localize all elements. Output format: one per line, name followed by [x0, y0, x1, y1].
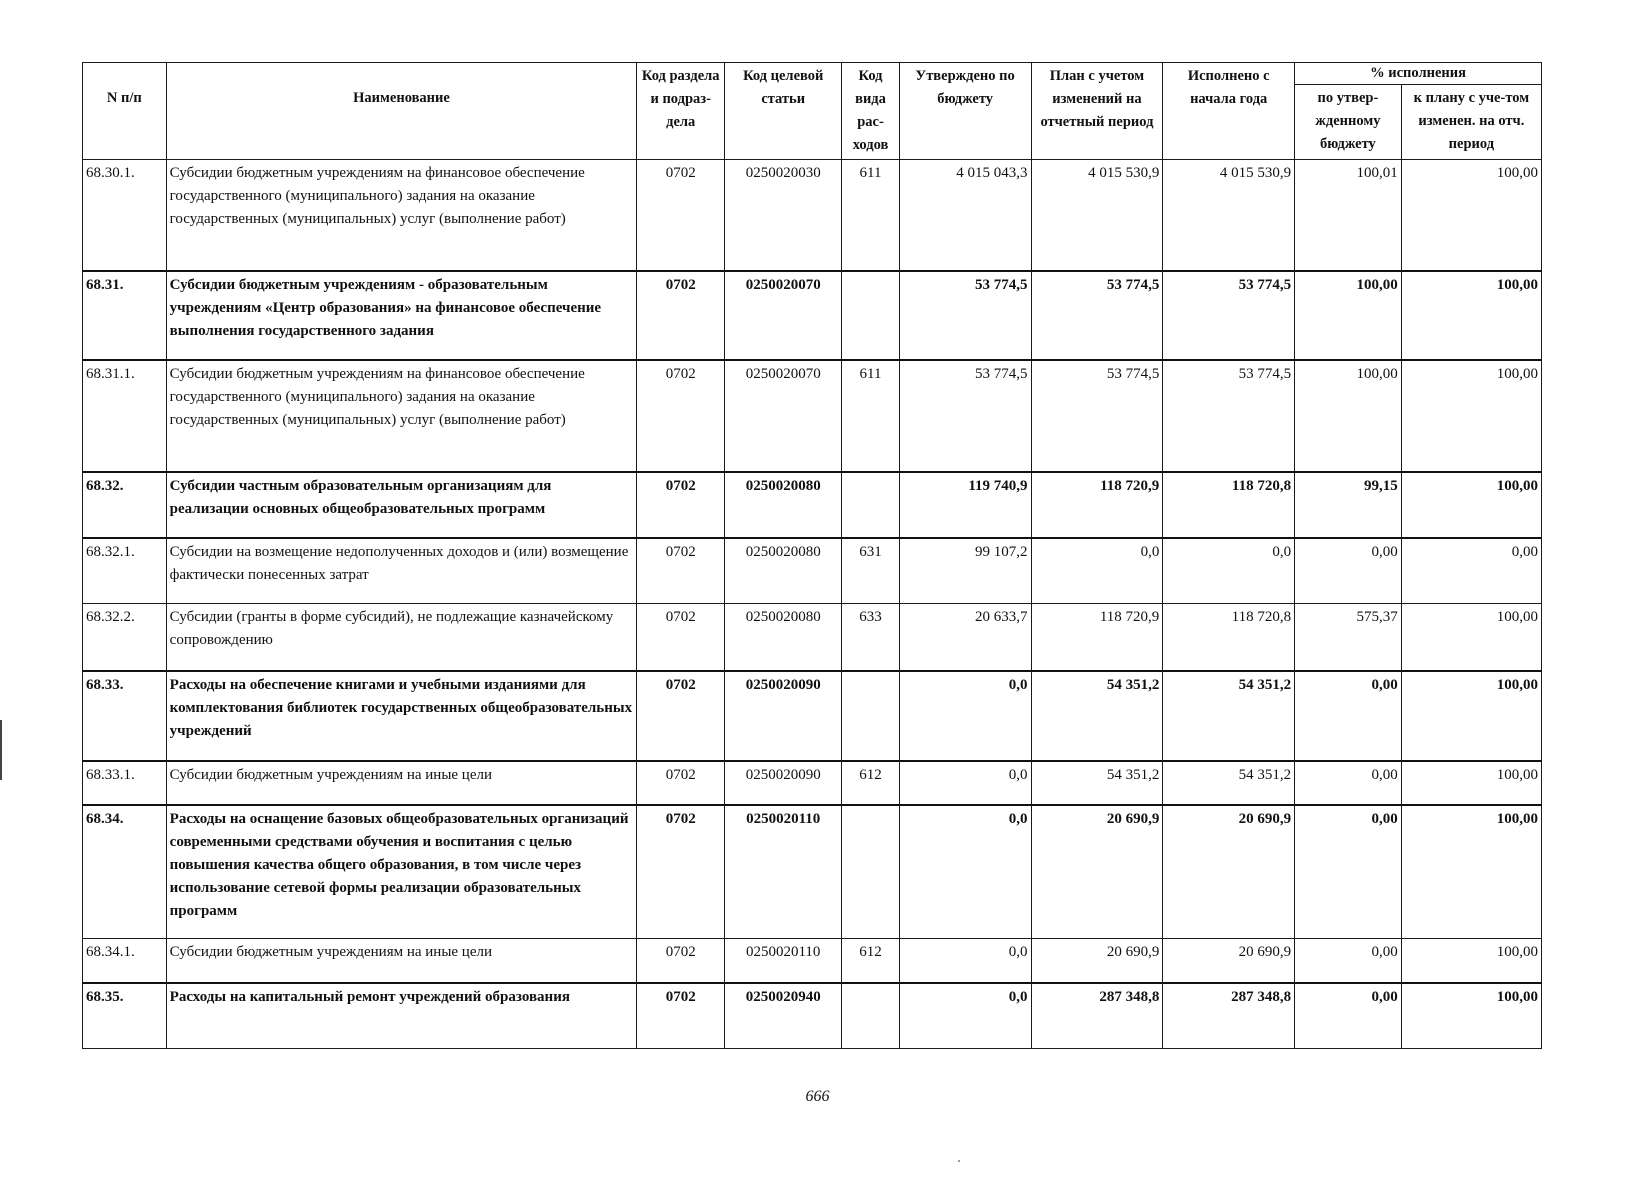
- row-plan: 20 690,9: [1031, 939, 1163, 983]
- row-target-code: 0250020090: [725, 671, 842, 761]
- row-section-code: 0702: [637, 472, 725, 538]
- row-plan: 20 690,9: [1031, 805, 1163, 939]
- row-name: Расходы на обеспечение книгами и учебными изданиями для комплектования библиотек государственных общеобразовательных учреждений: [166, 671, 637, 761]
- row-pct-plan: 100,00: [1401, 160, 1541, 271]
- row-expense-code: [842, 805, 900, 939]
- row-pct-plan: 100,00: [1401, 472, 1541, 538]
- row-pct-budget: 0,00: [1295, 983, 1402, 1049]
- row-expense-code: [842, 472, 900, 538]
- row-executed: 20 690,9: [1163, 805, 1295, 939]
- row-pct-plan: 100,00: [1401, 671, 1541, 761]
- row-approved: 53 774,5: [899, 360, 1031, 472]
- header-row-top: [83, 63, 1542, 85]
- row-pct-budget: 0,00: [1295, 538, 1402, 604]
- row-plan: 118 720,9: [1031, 604, 1163, 671]
- table-row: [83, 604, 1542, 671]
- row-num: 68.32.2.: [83, 604, 167, 671]
- table-row: [83, 472, 1542, 538]
- row-target-code: 0250020110: [725, 939, 842, 983]
- row-pct-budget: 0,00: [1295, 761, 1402, 805]
- row-pct-plan: 100,00: [1401, 271, 1541, 360]
- row-executed: 0,0: [1163, 538, 1295, 604]
- header-pct-plan: к плану с уче-том изменен. на отч. период: [1401, 85, 1541, 160]
- header-name: Наименование: [166, 63, 637, 160]
- row-expense-code: 612: [842, 939, 900, 983]
- row-expense-code: 611: [842, 360, 900, 472]
- row-approved: 99 107,2: [899, 538, 1031, 604]
- row-approved: 119 740,9: [899, 472, 1031, 538]
- row-num: 68.31.1.: [83, 360, 167, 472]
- row-name: Субсидии бюджетным учреждениям на финансовое обеспечение государственного (муниципального) задания на оказание государственных (муниципальных) услуг (выполнение работ): [166, 360, 637, 472]
- header-target-code: Код целевой статьи: [725, 63, 842, 160]
- row-name: Субсидии на возмещение недополученных доходов и (или) возмещение фактически понесенных затрат: [166, 538, 637, 604]
- row-plan: 54 351,2: [1031, 761, 1163, 805]
- row-approved: 4 015 043,3: [899, 160, 1031, 271]
- row-num: 68.34.1.: [83, 939, 167, 983]
- budget-table-container: [82, 62, 1542, 1049]
- row-target-code: 0250020070: [725, 271, 842, 360]
- table-row: [83, 983, 1542, 1049]
- header-pct-budget: по утвер-жденному бюджету: [1295, 85, 1402, 160]
- table-row: [83, 805, 1542, 939]
- header-num: N п/п: [83, 63, 167, 160]
- row-section-code: 0702: [637, 271, 725, 360]
- table-row: [83, 939, 1542, 983]
- row-section-code: 0702: [637, 604, 725, 671]
- row-section-code: 0702: [637, 360, 725, 472]
- header-section-code: Код раздела и подраз-дела: [637, 63, 725, 160]
- row-pct-budget: 0,00: [1295, 805, 1402, 939]
- row-target-code: 0250020110: [725, 805, 842, 939]
- row-approved: 20 633,7: [899, 604, 1031, 671]
- row-name: Расходы на капитальный ремонт учреждений образования: [166, 983, 637, 1049]
- header-approved: Утверждено по бюджету: [899, 63, 1031, 160]
- table-row: [83, 360, 1542, 472]
- row-pct-budget: 0,00: [1295, 671, 1402, 761]
- row-executed: 287 348,8: [1163, 983, 1295, 1049]
- row-name: Субсидии бюджетным учреждениям на иные цели: [166, 761, 637, 805]
- row-target-code: 0250020070: [725, 360, 842, 472]
- table-row: [83, 271, 1542, 360]
- row-target-code: 0250020940: [725, 983, 842, 1049]
- row-plan: 53 774,5: [1031, 271, 1163, 360]
- row-num: 68.32.1.: [83, 538, 167, 604]
- row-target-code: 0250020030: [725, 160, 842, 271]
- row-name: Расходы на оснащение базовых общеобразовательных организаций современными средствами обучения и воспитания с целью повышения качества общего образования, в том числе через использование сетевой формы реализации образовательных программ: [166, 805, 637, 939]
- row-section-code: 0702: [637, 538, 725, 604]
- row-approved: 0,0: [899, 761, 1031, 805]
- row-expense-code: 633: [842, 604, 900, 671]
- row-num: 68.34.: [83, 805, 167, 939]
- row-pct-budget: 100,00: [1295, 360, 1402, 472]
- budget-execution-table: [82, 62, 1542, 1049]
- row-executed: 118 720,8: [1163, 604, 1295, 671]
- row-plan: 4 015 530,9: [1031, 160, 1163, 271]
- row-pct-plan: 0,00: [1401, 538, 1541, 604]
- table-row: [83, 160, 1542, 271]
- row-pct-plan: 100,00: [1401, 761, 1541, 805]
- row-expense-code: 631: [842, 538, 900, 604]
- row-section-code: 0702: [637, 939, 725, 983]
- row-plan: 0,0: [1031, 538, 1163, 604]
- row-pct-budget: 0,00: [1295, 939, 1402, 983]
- row-num: 68.33.1.: [83, 761, 167, 805]
- table-row: [83, 761, 1542, 805]
- row-plan: 118 720,9: [1031, 472, 1163, 538]
- header-pct-group: % исполнения: [1295, 63, 1542, 85]
- row-num: 68.31.: [83, 271, 167, 360]
- row-approved: 0,0: [899, 983, 1031, 1049]
- row-expense-code: [842, 671, 900, 761]
- row-executed: 54 351,2: [1163, 761, 1295, 805]
- row-section-code: 0702: [637, 671, 725, 761]
- scan-speck: [958, 1160, 960, 1162]
- row-target-code: 0250020080: [725, 604, 842, 671]
- row-executed: 4 015 530,9: [1163, 160, 1295, 271]
- row-approved: 0,0: [899, 939, 1031, 983]
- row-executed: 53 774,5: [1163, 360, 1295, 472]
- row-target-code: 0250020090: [725, 761, 842, 805]
- row-section-code: 0702: [637, 983, 725, 1049]
- page-number: 666: [805, 1088, 830, 1105]
- row-num: 68.30.1.: [83, 160, 167, 271]
- row-plan: 54 351,2: [1031, 671, 1163, 761]
- row-section-code: 0702: [637, 805, 725, 939]
- row-pct-plan: 100,00: [1401, 805, 1541, 939]
- row-expense-code: 612: [842, 761, 900, 805]
- row-pct-plan: 100,00: [1401, 604, 1541, 671]
- row-name: Субсидии бюджетным учреждениям - образовательным учреждениям «Центр образования» на финансовое обеспечение выполнения государственного задания: [166, 271, 637, 360]
- row-section-code: 0702: [637, 160, 725, 271]
- header-plan: План с учетом изменений на отчетный период: [1031, 63, 1163, 160]
- row-target-code: 0250020080: [725, 538, 842, 604]
- row-pct-plan: 100,00: [1401, 360, 1541, 472]
- row-executed: 118 720,8: [1163, 472, 1295, 538]
- row-num: 68.33.: [83, 671, 167, 761]
- row-executed: 53 774,5: [1163, 271, 1295, 360]
- row-pct-budget: 99,15: [1295, 472, 1402, 538]
- row-name: Субсидии бюджетным учреждениям на иные цели: [166, 939, 637, 983]
- row-expense-code: [842, 271, 900, 360]
- scan-edge-mark: [0, 720, 2, 780]
- row-pct-budget: 575,37: [1295, 604, 1402, 671]
- header-executed: Исполнено с начала года: [1163, 63, 1295, 160]
- row-pct-plan: 100,00: [1401, 983, 1541, 1049]
- row-name: Субсидии частным образовательным организациям для реализации основных общеобразовательных программ: [166, 472, 637, 538]
- row-pct-budget: 100,00: [1295, 271, 1402, 360]
- row-plan: 53 774,5: [1031, 360, 1163, 472]
- row-target-code: 0250020080: [725, 472, 842, 538]
- row-pct-budget: 100,01: [1295, 160, 1402, 271]
- table-row: [83, 538, 1542, 604]
- row-approved: 0,0: [899, 671, 1031, 761]
- row-executed: 54 351,2: [1163, 671, 1295, 761]
- row-pct-plan: 100,00: [1401, 939, 1541, 983]
- row-approved: 0,0: [899, 805, 1031, 939]
- row-section-code: 0702: [637, 761, 725, 805]
- row-plan: 287 348,8: [1031, 983, 1163, 1049]
- table-body: [83, 160, 1542, 1049]
- row-expense-code: 611: [842, 160, 900, 271]
- row-expense-code: [842, 983, 900, 1049]
- row-num: 68.35.: [83, 983, 167, 1049]
- row-num: 68.32.: [83, 472, 167, 538]
- table-row: [83, 671, 1542, 761]
- row-approved: 53 774,5: [899, 271, 1031, 360]
- row-executed: 20 690,9: [1163, 939, 1295, 983]
- header-expense-code: Код вида рас-ходов: [842, 63, 900, 160]
- row-name: Субсидии (гранты в форме субсидий), не подлежащие казначейскому сопровождению: [166, 604, 637, 671]
- row-name: Субсидии бюджетным учреждениям на финансовое обеспечение государственного (муниципального) задания на оказание государственных (муниципальных) услуг (выполнение работ): [166, 160, 637, 271]
